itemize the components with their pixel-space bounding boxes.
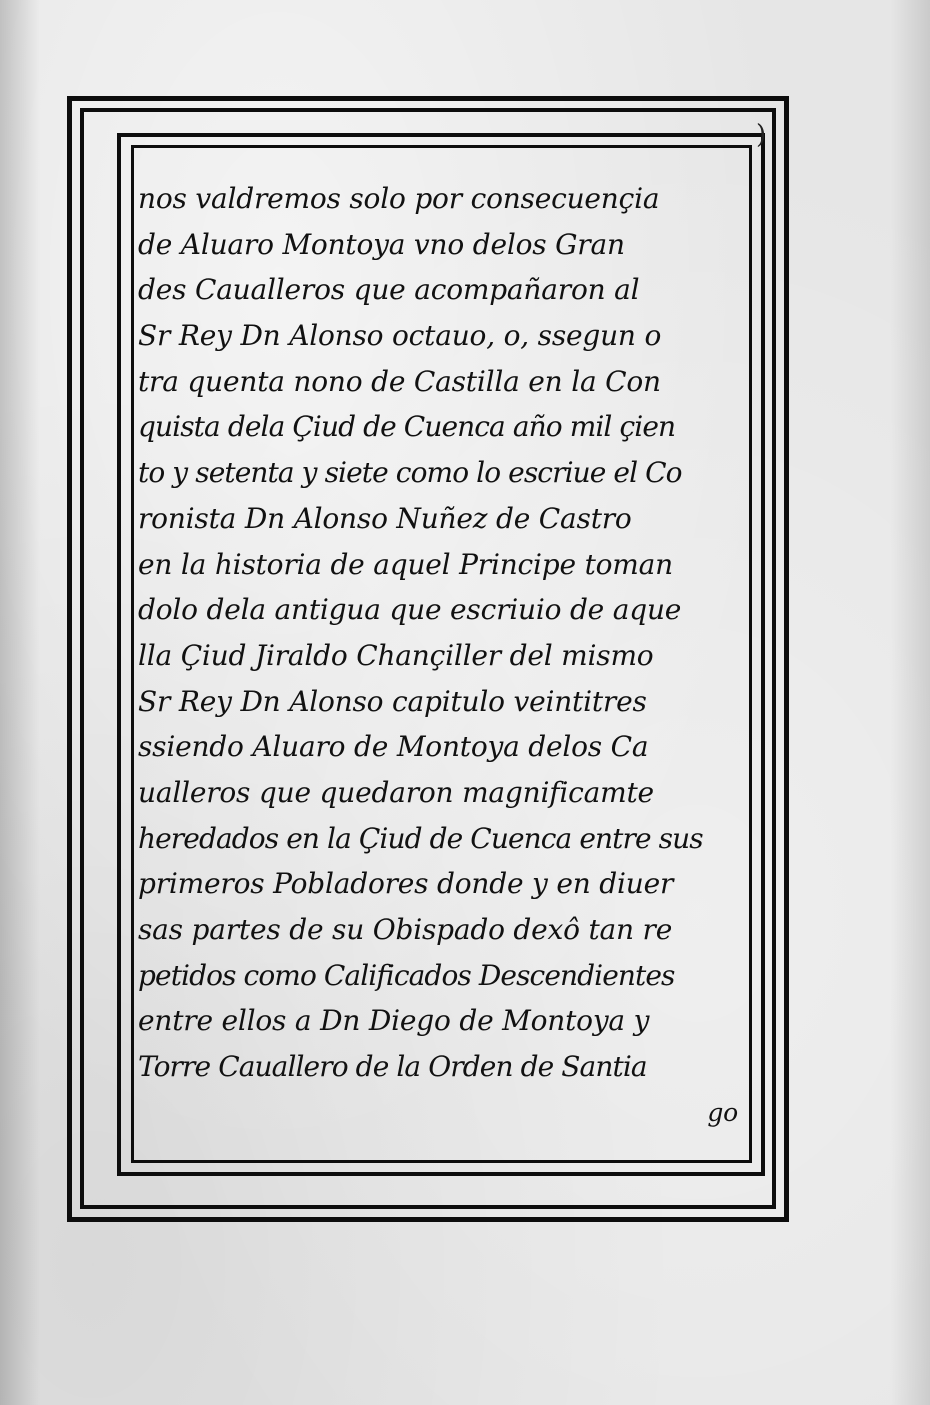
text-line: sas partes de su Obispado dexô tan re <box>138 913 673 946</box>
page-edge-shadow-left <box>0 0 40 1405</box>
text-line: lla Çiud Jiraldo Chançiller del mismo <box>138 638 654 672</box>
text-line: Sr Rey Dn Alonso octauo, o, ssegun o <box>138 319 662 353</box>
text-line: dolo dela antigua que escriuio de aque <box>138 593 682 627</box>
manuscript-text <box>138 176 768 1161</box>
text-line: de Aluaro Montoya vno delos Gran <box>138 227 625 261</box>
text-line: Torre Cauallero de la Orden de Santia <box>138 1050 647 1084</box>
text-line: ssiendo Aluaro de Montoya delos Ca <box>138 730 649 764</box>
text-line: nos valdremos solo por consecuençia <box>138 182 660 215</box>
catchword: go <box>707 1097 738 1127</box>
text-line: primeros Pobladores donde y en diuer <box>138 867 674 901</box>
text-line: heredados en la Çiud de Cuenca entre sus <box>138 821 703 855</box>
text-line: to y setenta y siete como lo escriue el Co <box>138 456 682 490</box>
text-line: petidos como Calificados Descendientes <box>138 958 675 992</box>
text-line: quista dela Çiud de Cuenca año mil çien <box>138 410 676 444</box>
text-line: en la historia de aquel Principe toman <box>138 547 673 581</box>
text-line: ualleros que quedaron magnificamte <box>138 775 654 809</box>
text-line: tra quenta nono de Castilla en la Con <box>138 364 661 398</box>
text-line: ronista Dn Alonso Nuñez de Castro <box>138 501 632 535</box>
text-line: Sr Rey Dn Alonso capitulo veintitres <box>138 684 647 718</box>
text-line: des Caualleros que acompañaron al <box>138 273 640 307</box>
page-edge-shadow-right <box>890 0 930 1405</box>
text-line: entre ellos a Dn Diego de Montoya y <box>138 1004 650 1038</box>
page-corner-mark: ) <box>756 120 767 150</box>
